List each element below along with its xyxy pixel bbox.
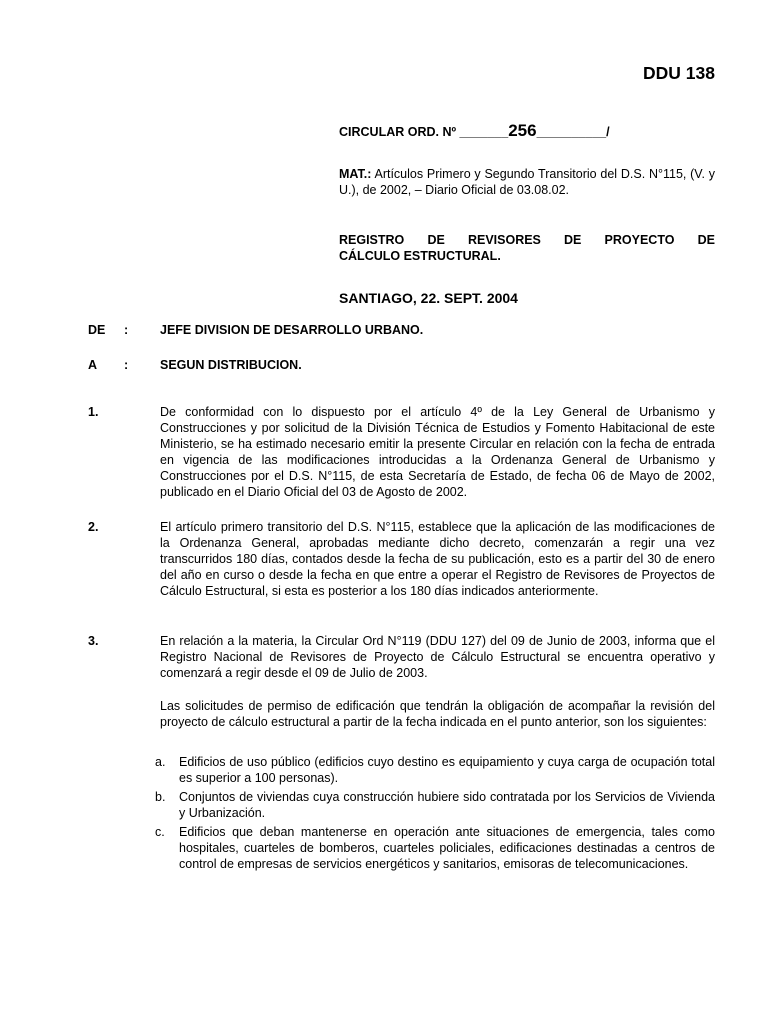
paragraph-number: 3.: [88, 634, 99, 648]
paragraph-text: Las solicitudes de permiso de edificación que tendrán la obligación de acompañar la revisión del proyecto de cálculo estructural a partir de la fecha indicada en el punto anterior, son los siguientes:: [160, 699, 715, 729]
circular-label: CIRCULAR ORD. Nº: [339, 125, 460, 139]
list-item-letter: c.: [155, 825, 165, 839]
mat-text: Artículos Primero y Segundo Transitorio del D.S. N°115, (V. y U.), de 2002, – Diario Oficial de 03.08.02.: [339, 167, 715, 197]
subject-word: DE: [697, 233, 715, 247]
list-item: [155, 824, 715, 872]
paragraph-number: 2.: [88, 520, 99, 534]
subject-word: REVISORES: [467, 233, 541, 247]
list-item: [155, 754, 715, 786]
to-value: SEGUN DISTRIBUCION.: [160, 358, 302, 372]
circular-blank-before: _______: [459, 125, 509, 139]
subject-word: REGISTRO: [339, 233, 405, 247]
mat-label: MAT.:: [339, 167, 372, 181]
paragraph-number: 1.: [88, 405, 99, 419]
document-code: DDU 138: [643, 63, 715, 83]
subject-line-2: CÁLCULO ESTRUCTURAL.: [339, 249, 501, 263]
subject-line-1: [339, 232, 715, 248]
list-item-text: Conjuntos de viviendas cuya construcción hubiere sido contratada por los Servicios de Vivienda y Urbanización.: [179, 790, 715, 820]
document-subject: [339, 232, 715, 264]
circular-blank-after: __________/: [536, 125, 610, 139]
subject-word: DE: [427, 233, 445, 247]
requirements-list: [155, 754, 715, 875]
paragraph-text: En relación a la materia, la Circular Ord N°119 (DDU 127) del 09 de Junio de 2003, informa que el Registro Nacional de Revisores de Proyecto de Cálculo Estructural se encuentra operativo y comenzará a regir desde el 09 de Julio de 2003.: [160, 634, 715, 680]
circular-number-line: [339, 120, 719, 143]
paragraph-text: De conformidad con lo dispuesto por el artículo 4º de la Ley General de Urbanismo y Construcciones y por solicitud de la División Técnica de Estudios y Fomento Habitacional de este Ministerio, se ha estimado necesario emitir la presente Circular en relación con la fecha de entrada en vigencia de las modificaciones introducidas a la Ordenanza General de Urbanismo y Construcciones por el D.S. N°115, de esta Secretaría de Estado, de fecha 06 de Mayo de 2002, publicado en el Diario Oficial del 03 de Agosto de 2002.: [160, 405, 715, 499]
list-item: [155, 789, 715, 821]
to-line: [88, 357, 302, 373]
list-item-text: Edificios de uso público (edificios cuyo destino es equipamiento y cuya carga de ocupación total es superior a 100 personas).: [179, 755, 715, 785]
paragraph-text: El artículo primero transitorio del D.S. N°115, establece que la aplicación de las modificaciones de la Ordenanza General, aprobadas mediante dicho decreto, comenzarán a regir una vez transcurridos 180 días, contados desde la fecha de su publicación, esto es a partir del 30 de enero del año en curso o desde la fecha en que entre a operar el Registro de Revisores de Proyectos de Cálculo Estructural, si esta es posterior a los 180 días indicados anteriormente.: [160, 520, 715, 598]
circular-number: 256: [508, 121, 537, 140]
document-date: SANTIAGO, 22. SEPT. 2004: [339, 290, 518, 306]
from-label: DE: [88, 323, 106, 337]
list-item-letter: b.: [155, 790, 166, 804]
subject-word: PROYECTO: [604, 233, 675, 247]
from-value: JEFE DIVISION DE DESARROLLO URBANO.: [160, 323, 424, 337]
list-item-letter: a.: [155, 755, 166, 769]
from-colon: :: [124, 323, 129, 337]
subject-matter: [339, 166, 715, 198]
from-line: [88, 322, 423, 338]
to-colon: :: [124, 358, 129, 372]
subject-word: DE: [564, 233, 582, 247]
to-label: A: [88, 358, 98, 372]
list-item-text: Edificios que deban mantenerse en operación ante situaciones de emergencia, tales como hospitales, cuarteles de bomberos, cuarteles policiales, edificaciones destinadas a centros de control de empresas de servicios energéticos y sanitarios, emisoras de telecomunicaciones.: [179, 825, 715, 871]
